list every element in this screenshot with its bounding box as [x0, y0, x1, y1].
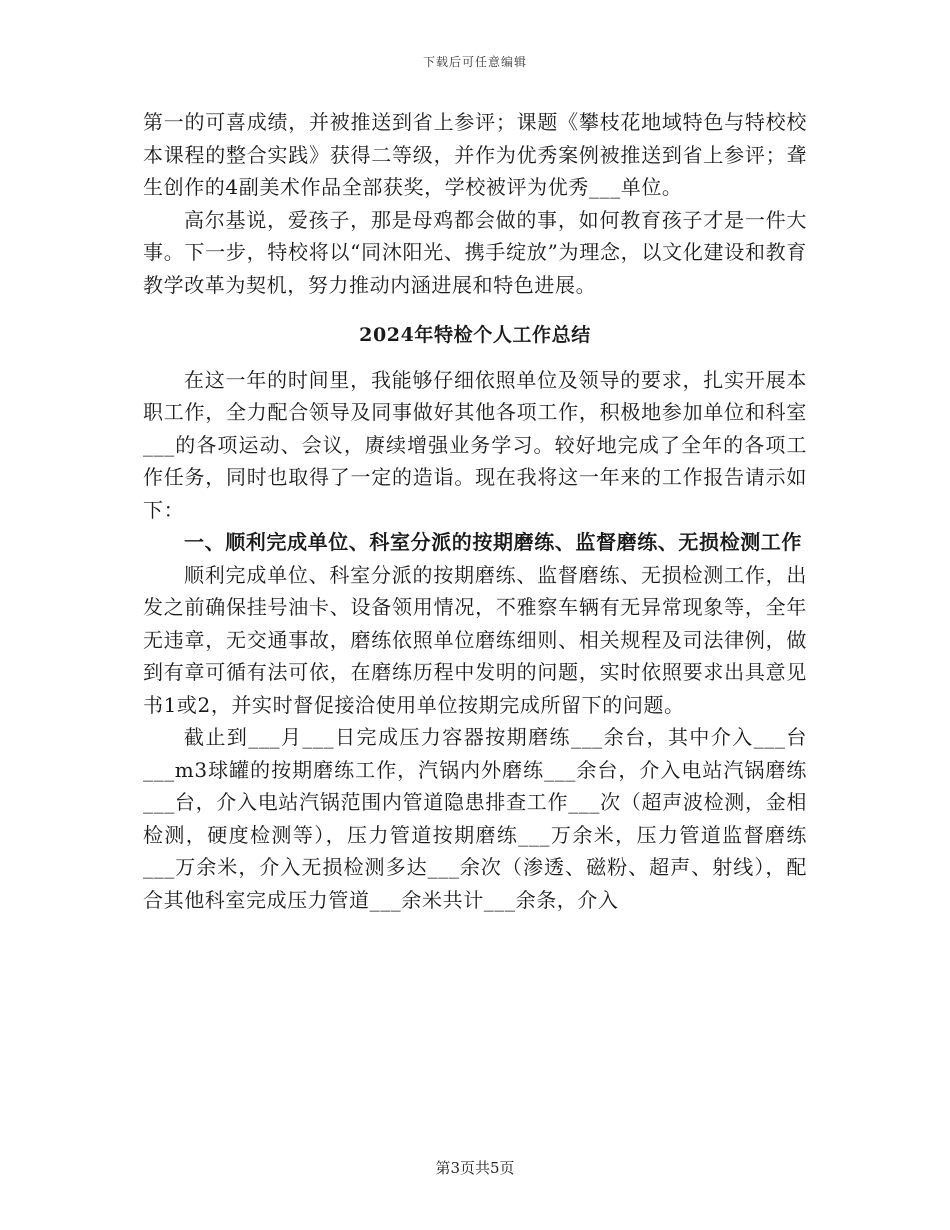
paragraph-gorky: 高尔基说，爱孩子，那是母鸡都会做的事，如何教育孩子才是一件大事。下一步，特校将以“同沐阳光、携手绽放”为理念，以文化建设和教育教学改革为契机，努力推动内涵进展和特色进展。	[143, 207, 807, 297]
document-title: 2024年特检个人工作总结	[359, 324, 591, 346]
paragraph-intro: 在这一年的时间里，我能够仔细依照单位及领导的要求，扎实开展本职工作，全力配合领导及同事做好其他各项工作，积极地参加单位和科室___的各项运动、会议，赓续增强业务学习。较好地完成了全年的各项工作任务，同时也取得了一定的造诣。现在我将这一年来的工作报告请示如下：	[143, 367, 807, 522]
paragraph-section-2: 截止到___月___日完成压力容器按期磨练___余台，其中介入___台___m3球罐的按期磨练工作，汽锅内外磨练___余台，介入电站汽锅磨练___台，介入电站汽锅范围内管道隐患排查工作___次（超声波检测，金相检测，硬度检测等），压力管道按期磨练___万余米，压力管道监督磨练___万余米，介入无损检测多达___余次（渗透、磁粉、超声、射线），配合其他科室完成压力管道___余米共计___余条，介入	[143, 725, 807, 912]
document-body	[143, 106, 807, 916]
paragraph-continued: 第一的可喜成绩，并被推送到省上参评；课题《攀枝花地域特色与特校校本课程的整合实践》获得二等级，并作为优秀案例被推送到省上参评；聋生创作的4副美术作品全部获奖，学校被评为优秀___单位。	[143, 110, 807, 199]
paragraph-section-1: 顺利完成单位、科室分派的按期磨练、监督磨练、无损检测工作，出发之前确保挂号油卡、设备领用情况，不雅察车辆有无异常现象等，全年无违章，无交通事故，磨练依照单位磨练细则、相关规程及司法律例，做到有章可循有法可依，在磨练历程中发明的问题，实时依照要求出具意见书1或2，并实时督促接洽使用单位按期完成所留下的问题。	[143, 562, 807, 717]
page-header: 下载后可任意编辑	[422, 55, 527, 69]
section-heading-1: 一、顺利完成单位、科室分派的按期磨练、监督磨练、无损检测工作	[184, 530, 802, 554]
page-footer: 第3页共5页	[435, 1159, 515, 1177]
